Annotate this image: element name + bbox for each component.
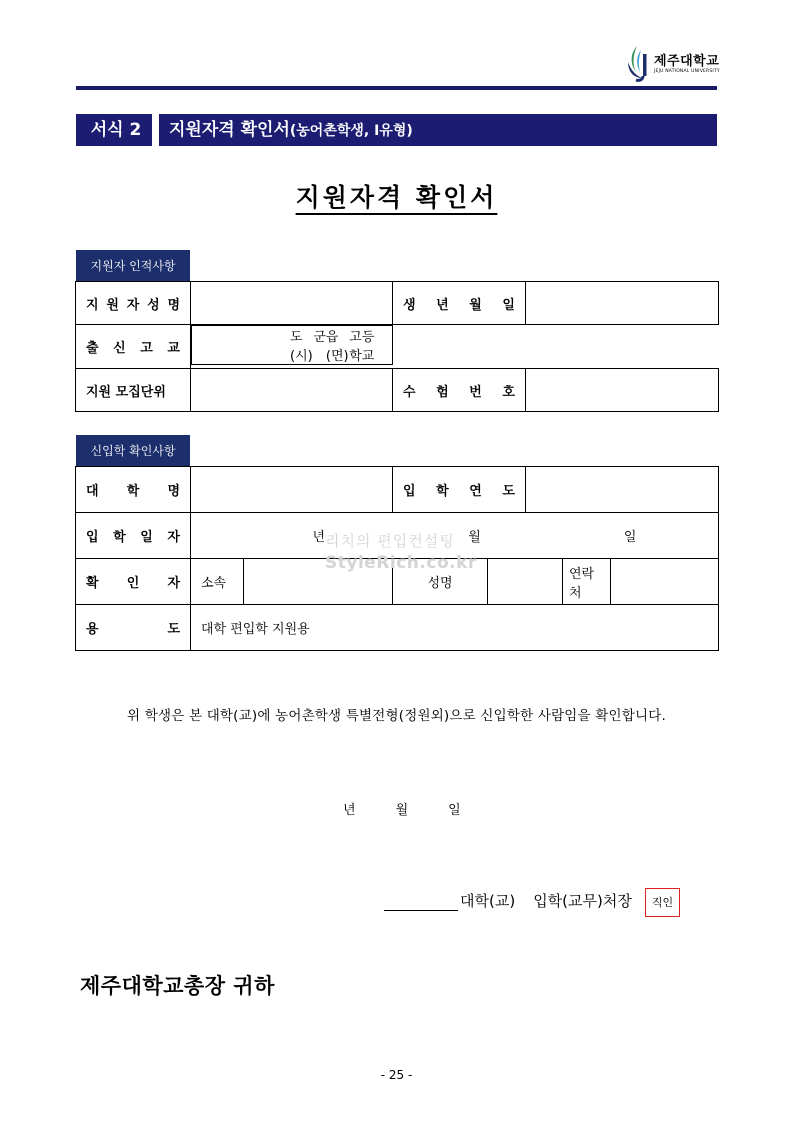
school-part-province: 도(시) [290, 330, 313, 364]
exam-field[interactable] [526, 369, 719, 412]
school-label-text: 출 신 고 교 [86, 341, 180, 356]
date-year: 년 [312, 530, 326, 545]
signing-date-year: 년 [343, 803, 356, 818]
unit-label: 지원 모집단위 [76, 369, 191, 412]
logo-name: 제주대학교 [654, 54, 720, 69]
exam-label-text: 수 험 번 호 [403, 384, 515, 400]
university-emblem-icon [624, 44, 650, 82]
confirmer-label [76, 559, 191, 605]
document-title-text: 지원자격 확인서 [295, 183, 498, 212]
signing-date [343, 799, 461, 818]
date-label [76, 513, 191, 559]
signature-office: 입학(교무)처장 [533, 892, 632, 910]
applicant-table [75, 281, 719, 412]
univ-label [76, 467, 191, 513]
date-day: 일 [623, 530, 637, 545]
admission-table [75, 466, 719, 651]
year-label-text: 입 학 연 도 [403, 484, 515, 499]
date-label-text: 입 학 일 자 [86, 530, 180, 545]
document-title [0, 178, 793, 214]
name-label [76, 282, 191, 325]
univ-label-text: 대 학 명 [86, 484, 180, 499]
addressee: 제주대학교총장 귀하 [80, 974, 275, 998]
applicant-row-school [76, 325, 719, 369]
admission-section-tag: 신입학 확인사항 [76, 435, 190, 467]
purpose-field: 대학 편입학 지원용 [191, 605, 719, 651]
school-part-county: 군 [313, 330, 326, 345]
purpose-label-text: 용 도 [86, 622, 180, 637]
confirmer-name-field[interactable] [488, 559, 563, 605]
page-number: - 25 - [380, 1068, 413, 1082]
contact-field[interactable] [611, 559, 719, 605]
confirmer-name-label-text: 성명 [427, 576, 453, 591]
form-number: 서식 2 [90, 120, 142, 140]
purpose-label [76, 605, 191, 651]
official-seal-box: 직인 [645, 888, 680, 917]
signing-date-month: 월 [395, 803, 409, 818]
school-part-highschool: 고등학교 [349, 330, 375, 364]
form-title-sub: (농어촌학생, Ⅰ유형) [289, 123, 413, 139]
year-field[interactable] [526, 467, 719, 513]
affiliation-label: 소속 [191, 559, 244, 605]
school-field[interactable] [191, 325, 393, 365]
applicant-section-tag: 지원자 인적사항 [76, 250, 190, 282]
school-part-town: 읍(면) [325, 330, 349, 364]
affiliation-field[interactable] [244, 559, 393, 605]
form-bar-separator [152, 114, 159, 146]
name-label-text: 지 원 자 성 명 [86, 297, 180, 313]
form-title-bar [76, 114, 717, 146]
admission-row-confirmer [76, 559, 719, 605]
header-rule [76, 86, 717, 90]
exam-label [393, 369, 526, 412]
watermark-line1: 리치의 편입컨설팅 [325, 532, 455, 550]
form-title-main: 지원자격 확인서 [169, 120, 290, 140]
birth-label-text: 생 년 월 일 [403, 297, 515, 313]
unit-field[interactable] [191, 369, 393, 412]
name-field[interactable] [191, 282, 393, 325]
applicant-row-name [76, 282, 719, 325]
signature-line [384, 888, 632, 911]
signing-date-day: 일 [448, 803, 461, 818]
univ-field[interactable] [191, 467, 393, 513]
contact-label: 연락처 [563, 559, 611, 605]
signature-institution: 대학(교) [460, 892, 516, 910]
birth-label [393, 282, 526, 325]
date-field-parts [201, 526, 708, 545]
admission-row-purpose [76, 605, 719, 651]
confirmation-statement: 위 학생은 본 대학(교)에 농어촌학생 특별전형(정원외)으로 신입학한 사람임을 확인합니다. [127, 708, 666, 724]
birth-field[interactable] [526, 282, 719, 325]
admission-row-univ [76, 467, 719, 513]
form-title [169, 117, 413, 144]
date-month: 월 [468, 530, 481, 545]
year-label [393, 467, 526, 513]
confirmer-name-label [393, 559, 488, 605]
university-logo [624, 44, 720, 82]
watermark-line2: StyleRich.co.kr [325, 553, 477, 573]
school-label [76, 325, 191, 369]
admission-row-date [76, 513, 719, 559]
institution-blank[interactable] [384, 888, 458, 911]
confirmer-label-text: 확 인 자 [86, 576, 180, 591]
date-field[interactable] [191, 513, 719, 559]
logo-subtitle: JEJU NATIONAL UNIVERSITY [654, 69, 720, 74]
applicant-row-unit [76, 369, 719, 412]
